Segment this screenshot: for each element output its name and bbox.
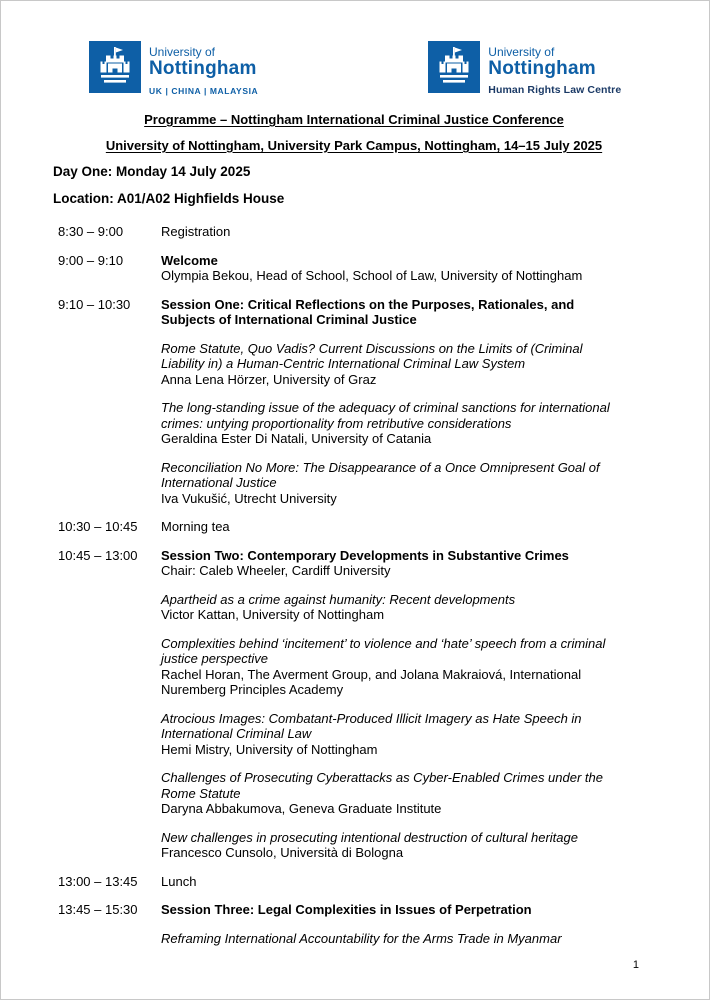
text-line: Rachel Horan, The Averment Group, and Jolana Makraiová, International Nuremberg Principles Academy: [161, 666, 582, 697]
text-block: [161, 830, 621, 861]
text-line: Victor Kattan, University of Nottingham: [161, 607, 385, 622]
logo-university-of: University of: [488, 45, 555, 59]
logo-campuses-text: UK | CHINA | MALAYSIA: [149, 86, 259, 96]
time-slot: 13:45 – 15:30: [58, 902, 138, 917]
schedule-row: [53, 519, 655, 535]
schedule-row: [53, 902, 655, 946]
slot-content: [161, 297, 621, 507]
logo-human-rights-law-centre: [428, 41, 621, 96]
logo-hrlc-text: Human Rights Law Centre: [488, 84, 622, 96]
paper-title: Reconciliation No More: The Disappearance of a Once Omnipresent Goal of International Justice: [161, 459, 600, 490]
text-line: Iva Vukušić, Utrecht University: [161, 490, 337, 506]
paper-title: New challenges in prosecuting intentional destruction of cultural heritage: [161, 829, 578, 845]
time-slot: 9:00 – 9:10: [58, 252, 124, 268]
logo-row: [89, 41, 655, 96]
slot-content: [161, 548, 621, 861]
logo-wordmark: [149, 41, 258, 96]
text-block: [161, 460, 621, 507]
slot-content: [161, 253, 621, 284]
schedule-row: [53, 874, 655, 890]
logo-nottingham: Nottingham: [488, 58, 596, 79]
text-block: [161, 874, 621, 890]
text-line: Chair: Caleb Wheeler, Cardiff University: [161, 563, 391, 578]
document-subtitle: University of Nottingham, University Park Campus, Nottingham, 14–15 July 2025: [105, 138, 603, 153]
schedule-row: [53, 548, 655, 861]
paper-title: Reframing International Accountability for the Arms Trade in Myanmar: [161, 930, 562, 946]
text-block: [161, 341, 621, 388]
text-line: Anna Lena Hörzer, University of Graz: [161, 371, 377, 387]
schedule: [53, 224, 655, 946]
text-line: Francesco Cunsolo, Università di Bologna: [161, 845, 404, 860]
text-block: [161, 770, 621, 817]
text-block: [161, 711, 621, 758]
session-title: Session Two: Contemporary Developments in Substantive Crimes: [161, 547, 569, 563]
slot-content: [161, 874, 621, 890]
nottingham-castle-icon: [89, 41, 141, 93]
page-number: 1: [632, 959, 639, 971]
time-slot: 8:30 – 9:00: [58, 224, 124, 239]
text-block: [161, 253, 621, 284]
schedule-row: [53, 224, 655, 240]
time-slot: 9:10 – 10:30: [58, 296, 131, 312]
text-line: Daryna Abbakumova, Geneva Graduate Institute: [161, 801, 442, 816]
text-line: Olympia Bekou, Head of School, School of Law, University of Nottingham: [161, 268, 583, 283]
text-block: [161, 931, 621, 947]
text-line: Morning tea: [161, 519, 230, 534]
text-block: [161, 636, 621, 698]
text-block: [161, 592, 621, 623]
text-line: Geraldina Ester Di Natali, University of Catania: [161, 431, 432, 446]
text-line: Hemi Mistry, University of Nottingham: [161, 741, 378, 757]
session-title: Session One: Critical Reflections on the Purposes, Rationales, and Subjects of International Criminal Justice: [161, 296, 575, 327]
text-block: [161, 519, 621, 535]
time-slot: 10:45 – 13:00: [58, 547, 138, 563]
text-block: [161, 297, 621, 328]
schedule-row: [53, 253, 655, 284]
schedule-row: [53, 297, 655, 507]
logo-university-of: University of: [149, 45, 216, 59]
logo-university-of-nottingham: [89, 41, 258, 96]
paper-title: Challenges of Prosecuting Cyberattacks as Cyber-Enabled Crimes under the Rome Statute: [161, 770, 603, 801]
document-title: Programme – Nottingham International Criminal Justice Conference: [144, 112, 564, 127]
time-slot: 10:30 – 10:45: [58, 519, 138, 534]
paper-title: Complexities behind ‘incitement’ to violence and ‘hate’ speech from a criminal justice perspective: [161, 635, 606, 666]
paper-title: The long-standing issue of the adequacy of criminal sanctions for international crimes: untying proportionality from retributive considerations: [161, 400, 610, 431]
paper-title: Atrocious Images: Combatant-Produced Illicit Imagery as Hate Speech in International Criminal Law: [161, 710, 582, 741]
logo-wordmark: [488, 41, 621, 96]
slot-content: [161, 519, 621, 535]
session-title: Session Three: Legal Complexities in Issues of Perpetration: [161, 902, 532, 917]
text-line: Registration: [161, 224, 231, 239]
text-block: [161, 224, 621, 240]
slot-content: [161, 224, 621, 240]
text-block: [161, 902, 621, 918]
paper-title: Rome Statute, Quo Vadis? Current Discussions on the Limits of (Criminal Liability in) a Human-Centric International Criminal Law System: [161, 340, 583, 371]
time-slot: 13:00 – 13:45: [58, 873, 138, 889]
location-heading: Location: A01/A02 Highfields House: [53, 191, 285, 206]
text-block: [161, 548, 621, 579]
text-line: Lunch: [161, 873, 197, 889]
session-title: Welcome: [161, 252, 218, 268]
logo-nottingham: Nottingham: [149, 58, 257, 79]
text-block: [161, 400, 621, 447]
slot-content: [161, 902, 621, 946]
paper-title: Apartheid as a crime against humanity: Recent developments: [161, 591, 516, 607]
day-heading: Day One: Monday 14 July 2025: [53, 164, 251, 179]
nottingham-castle-icon: [428, 41, 480, 93]
